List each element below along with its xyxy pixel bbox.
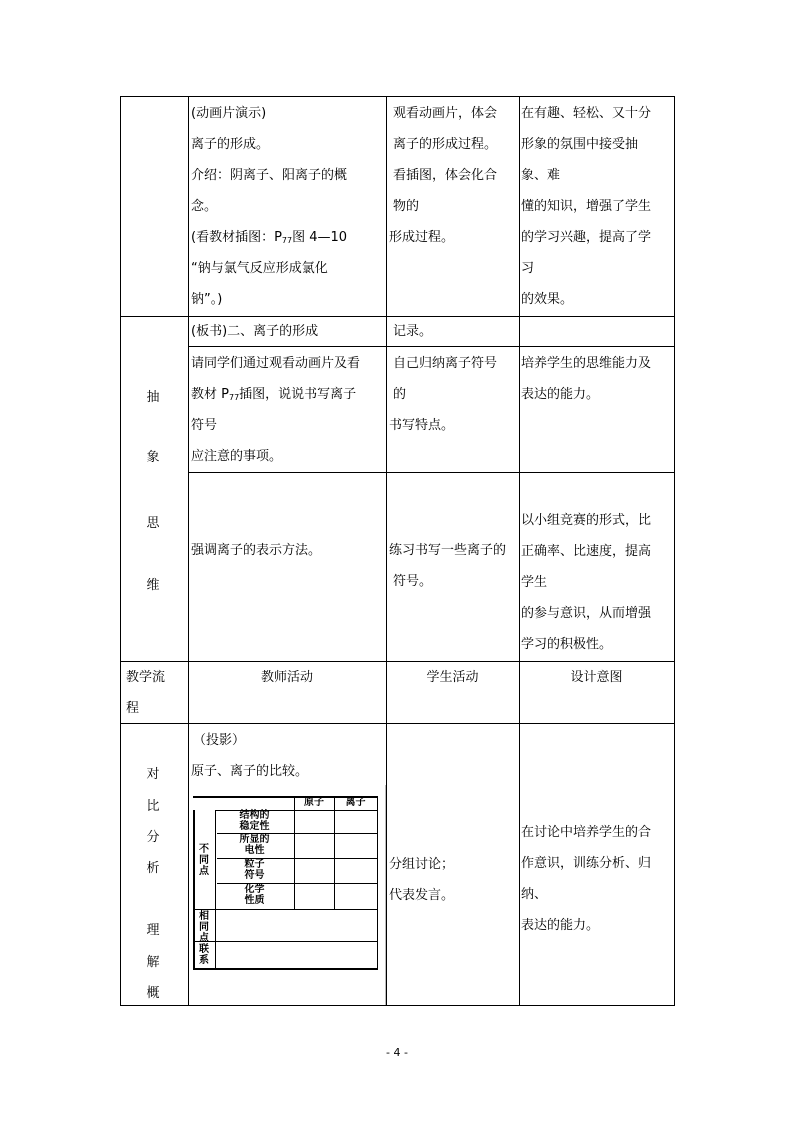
text-line: 象、难 bbox=[521, 168, 561, 183]
side-char: 概 bbox=[146, 986, 160, 1001]
side-char: 解 bbox=[146, 955, 160, 970]
col3-border bbox=[519, 96, 520, 1006]
ref-prefix: (看教材插图：P bbox=[191, 230, 282, 245]
text-line: 表达的能力。 bbox=[521, 918, 600, 933]
text-line: 符号 bbox=[191, 418, 218, 433]
ref-prefix: 教材 P bbox=[191, 387, 229, 402]
text-line: 物的 bbox=[393, 199, 420, 214]
text-line: 离子的形成。 bbox=[191, 137, 270, 152]
col2-border bbox=[386, 96, 387, 1006]
page-number: - 4 - bbox=[386, 1046, 408, 1059]
table-top-border bbox=[120, 96, 675, 97]
row-label: 稳定性 bbox=[239, 821, 270, 832]
textbook-reference bbox=[191, 222, 347, 253]
row-label-link: 联系 bbox=[199, 944, 209, 966]
text-line: 表达的能力。 bbox=[521, 387, 600, 402]
text-line: 应注意的事项。 bbox=[191, 449, 283, 464]
side-char: 分 bbox=[146, 830, 160, 845]
col1-border bbox=[188, 96, 189, 1006]
text-line: 原子、离子的比较。 bbox=[191, 764, 309, 779]
text-line: 离子的形成过程。 bbox=[393, 137, 498, 152]
ref-suffix: 插图，说说书写离子 bbox=[239, 387, 357, 402]
side-char: 维 bbox=[146, 578, 160, 593]
col-header-ion: 离子 bbox=[345, 797, 366, 808]
text-line: 的参与意识，从而增强 bbox=[521, 606, 652, 621]
text-line: 在有趣、轻松、又十分 bbox=[521, 106, 652, 121]
row-group-differences: 不同点 bbox=[199, 844, 209, 877]
text-line: 的学习兴趣，提高了学 bbox=[521, 230, 652, 245]
textbook-reference bbox=[191, 379, 356, 410]
side-char: 对 bbox=[146, 767, 160, 782]
text-line: 请同学们通过观看动画片及看 bbox=[191, 356, 361, 371]
text-line: 的 bbox=[393, 387, 407, 402]
text-line: 观看动画片，体会 bbox=[393, 106, 498, 121]
text-line: “钠与氯气反应形成氯化 bbox=[191, 261, 328, 276]
text-line: 介绍：阴离子、阳离子的概 bbox=[191, 168, 348, 183]
side-char: 析 bbox=[146, 861, 160, 876]
text-line: (动画片演示) bbox=[191, 106, 267, 121]
text-line: 在讨论中培养学生的合 bbox=[521, 825, 652, 840]
text-line: 钠”。) bbox=[191, 292, 223, 307]
header-bottom-border bbox=[120, 723, 675, 724]
row-label-same: 相同点 bbox=[199, 911, 209, 944]
text-line: 的效果。 bbox=[521, 292, 574, 307]
header-student-activity: 学生活动 bbox=[426, 670, 479, 685]
side-char: 象 bbox=[146, 450, 160, 465]
text-line: 培养学生的思维能力及 bbox=[521, 356, 652, 371]
text-line: 学生 bbox=[521, 575, 548, 590]
header-design-intent: 设计意图 bbox=[570, 670, 623, 685]
table-left-border bbox=[120, 96, 121, 1006]
text-line: 练习书写一些离子的 bbox=[389, 543, 507, 558]
side-char: 理 bbox=[146, 923, 160, 938]
header-label: 教学流 bbox=[126, 670, 166, 685]
text-line: （投影） bbox=[193, 733, 246, 748]
side-char: 思 bbox=[146, 516, 160, 531]
text-line: 看插图，体会化合 bbox=[393, 168, 498, 183]
header-teacher-activity: 教师活动 bbox=[260, 670, 313, 685]
text-line: 懂的知识，增强了学生 bbox=[521, 199, 652, 214]
text-line: 学习的积极性。 bbox=[521, 637, 613, 652]
projection-frame bbox=[191, 785, 386, 1005]
side-char: 抽 bbox=[146, 390, 160, 405]
row3-bottom-border bbox=[188, 472, 675, 473]
text-line: 符号。 bbox=[393, 574, 433, 589]
ref-suffix: 图 4—10 bbox=[292, 230, 348, 245]
row-label: 电性 bbox=[244, 845, 265, 856]
row4-teacher-cell: 强调离子的表示方法。 bbox=[191, 543, 322, 558]
row-label: 所显的 bbox=[239, 834, 270, 845]
row2-teacher-cell: (板书)二、离子的形成 bbox=[191, 324, 319, 339]
text-line: 分组讨论； bbox=[389, 857, 455, 872]
row-label: 结构的 bbox=[239, 810, 270, 821]
col-header-atom: 原子 bbox=[304, 797, 324, 808]
row-label: 符号 bbox=[244, 870, 265, 881]
text-line: 代表发言。 bbox=[389, 888, 455, 903]
text-line: 正确率、比速度，提高 bbox=[521, 544, 652, 559]
text-line: 习 bbox=[521, 261, 535, 276]
table-bottom-border bbox=[120, 1005, 675, 1006]
text-line: 念。 bbox=[191, 199, 218, 214]
page-subscript: 77 bbox=[228, 393, 240, 402]
page-subscript: 77 bbox=[281, 236, 293, 245]
text-line: 形成过程。 bbox=[389, 230, 455, 245]
text-line: 以小组竞赛的形式，比 bbox=[521, 513, 652, 528]
text-line: 自己归纳离子符号 bbox=[393, 356, 498, 371]
row-label: 粒子 bbox=[244, 859, 265, 870]
table-right-border bbox=[674, 96, 675, 1006]
row-label: 性质 bbox=[244, 895, 265, 906]
text-line: 书写特点。 bbox=[389, 418, 455, 433]
side-char: 比 bbox=[146, 799, 160, 814]
text-line: 形象的氛围中接受抽 bbox=[521, 137, 639, 152]
text-line: 纳、 bbox=[521, 887, 548, 902]
row-label: 化学 bbox=[244, 884, 265, 895]
row2-student-cell: 记录。 bbox=[393, 324, 433, 339]
text-line: 作意识，训练分析、归 bbox=[521, 856, 652, 871]
header-label: 程 bbox=[126, 701, 140, 716]
